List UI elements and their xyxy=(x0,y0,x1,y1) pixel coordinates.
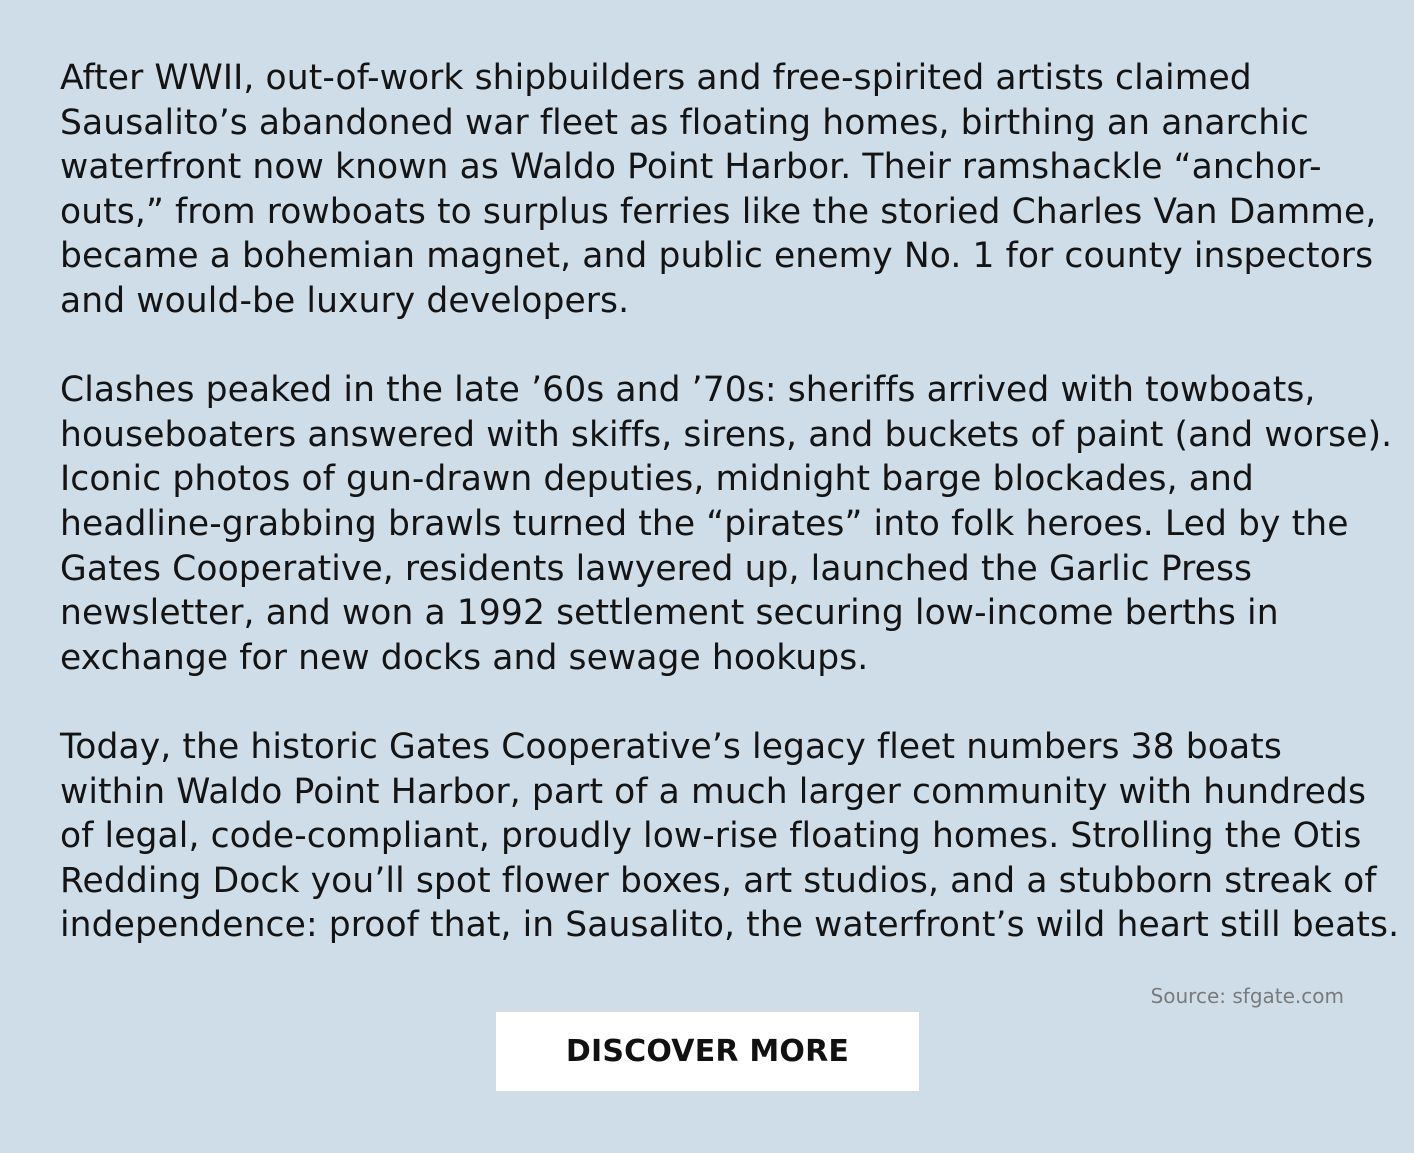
text-line: waterfront now known as Waldo Point Harbor. Their ramshackle “anchor- xyxy=(60,147,1322,188)
text-line: Iconic photos of gun-drawn deputies, midnight barge blockades, and xyxy=(60,459,1254,500)
text-line: Gates Cooperative, residents lawyered up, launched the Garlic Press xyxy=(60,548,1253,589)
text-line: and would-be luxury developers. xyxy=(60,280,630,321)
text-line: outs,” from rowboats to surplus ferries like the storied Charles Van Damme, xyxy=(60,191,1377,232)
text-line: Today, the historic Gates Cooperative’s legacy fleet numbers 38 boats xyxy=(60,726,1282,767)
text-line: After WWII, out-of-work shipbuilders and free-spirited artists claimed xyxy=(60,58,1252,98)
source-credit: Source: sfgate.com xyxy=(1150,984,1344,1008)
text-line: became a bohemian magnet, and public enemy No. 1 for county inspectors xyxy=(60,236,1374,277)
article-body xyxy=(60,56,1400,948)
text-line: newsletter, and won a 1992 settlement securing low-income berths in xyxy=(60,593,1279,634)
paragraph-clashes xyxy=(60,368,1393,680)
text-line: Redding Dock you’ll spot flower boxes, art studios, and a stubborn streak of xyxy=(60,860,1377,901)
text-line: of legal, code-compliant, proudly low-rise floating homes. Strolling the Otis xyxy=(60,816,1362,857)
text-line: headline-grabbing brawls turned the “pirates” into folk heroes. Led by the xyxy=(60,503,1349,544)
text-line: Sausalito’s abandoned war fleet as floating homes, birthing an anarchic xyxy=(60,102,1309,143)
text-line: houseboaters answered with skiffs, sirens, and buckets of paint (and worse). xyxy=(60,414,1393,455)
text-line: within Waldo Point Harbor, part of a much larger community with hundreds xyxy=(60,771,1367,812)
text-line: exchange for new docks and sewage hookups. xyxy=(60,637,869,678)
discover-more-button[interactable]: DISCOVER MORE xyxy=(496,1012,919,1091)
paragraph-today xyxy=(60,725,1400,948)
text-line: independence: proof that, in Sausalito, the waterfront’s wild heart still beats. xyxy=(60,905,1400,946)
text-line: Clashes peaked in the late ’60s and ’70s: sheriffs arrived with towboats, xyxy=(60,370,1316,411)
paragraph-history xyxy=(60,56,1380,324)
